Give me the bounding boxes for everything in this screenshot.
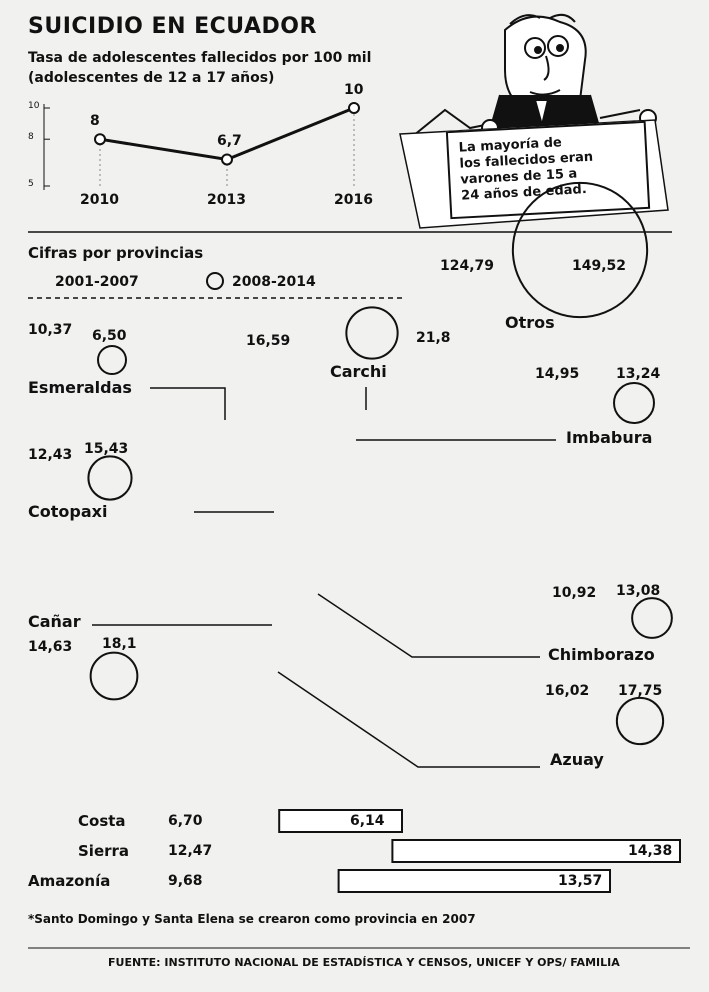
region-label: Costa bbox=[78, 812, 126, 830]
callout-line: varones de 15 a bbox=[460, 166, 578, 188]
x-tick-label: 2010 bbox=[80, 192, 119, 208]
value-2001-2007: 14,95 bbox=[535, 366, 580, 382]
value-2001-2007: 14,63 bbox=[28, 639, 73, 655]
callout-line: los fallecidos eran bbox=[459, 149, 594, 172]
value-2001-2007: 12,47 bbox=[168, 843, 213, 859]
region-label: Sierra bbox=[78, 842, 130, 860]
page-title: SUICIDIO EN ECUADOR bbox=[28, 14, 317, 39]
region-label: Amazonía bbox=[28, 872, 111, 890]
callout-line: La mayoría de bbox=[458, 135, 563, 156]
value-2008-2014: 13,08 bbox=[616, 583, 661, 599]
provinces-title: Cifras por provincias bbox=[28, 244, 204, 262]
value-2008-2014: 15,43 bbox=[84, 441, 129, 457]
value-2001-2007: 16,02 bbox=[545, 683, 590, 699]
value-2008-2014: 13,24 bbox=[616, 366, 661, 382]
value-2001-2007: 16,59 bbox=[246, 333, 291, 349]
province-label: Carchi bbox=[330, 362, 387, 381]
province-label: Imbabura bbox=[566, 428, 653, 447]
value-2008-2014: 18,1 bbox=[102, 636, 137, 652]
data-label: 10 bbox=[344, 82, 364, 98]
source-line: FUENTE: INSTITUTO NACIONAL DE ESTADÍSTICA Y CENSOS, UNICEF Y OPS/ FAMILIA bbox=[108, 956, 620, 969]
province-label: Cotopaxi bbox=[28, 502, 108, 521]
province-label: Chimborazo bbox=[548, 645, 655, 664]
value-2008-2014: 6,50 bbox=[92, 328, 127, 344]
x-tick-label: 2016 bbox=[334, 192, 373, 208]
value-2001-2007: 12,43 bbox=[28, 447, 73, 463]
value-2008-2014: 21,8 bbox=[416, 330, 451, 346]
value-2001-2007: 9,68 bbox=[168, 873, 203, 889]
legend-label-2008-2014: 2008-2014 bbox=[232, 274, 316, 290]
value-2008-2014: 149,52 bbox=[572, 258, 627, 274]
value-2008-2014: 13,57 bbox=[558, 873, 603, 889]
data-label: 8 bbox=[90, 113, 100, 130]
value-2001-2007: 6,70 bbox=[168, 813, 203, 829]
value-2008-2014: 17,75 bbox=[618, 683, 663, 699]
y-tick-label: 8 bbox=[28, 132, 34, 143]
value-2008-2014: 14,38 bbox=[628, 843, 673, 859]
value-2001-2007: 10,92 bbox=[552, 585, 597, 601]
province-label: Otros bbox=[505, 313, 555, 332]
y-tick-label: 10 bbox=[28, 101, 40, 111]
value-2001-2007: 124,79 bbox=[440, 258, 495, 274]
province-label: Azuay bbox=[550, 750, 604, 769]
data-label: 6,7 bbox=[217, 133, 242, 150]
y-tick-label: 5 bbox=[28, 179, 34, 189]
value-2008-2014: 6,14 bbox=[350, 813, 385, 829]
province-label: Esmeraldas bbox=[28, 378, 132, 397]
value-2001-2007: 10,37 bbox=[28, 322, 73, 338]
legend-label-2001-2007: 2001-2007 bbox=[55, 274, 139, 290]
footnote: *Santo Domingo y Santa Elena se crearon como provincia en 2007 bbox=[28, 912, 476, 926]
callout-line: 24 años de edad. bbox=[460, 182, 588, 204]
chart-subtitle: Tasa de adolescentes fallecidos por 100 mil bbox=[28, 50, 372, 66]
x-tick-label: 2013 bbox=[207, 192, 246, 208]
chart-subtitle-range: (adolescentes de 12 a 17 años) bbox=[28, 70, 275, 86]
province-label: Cañar bbox=[28, 612, 81, 631]
